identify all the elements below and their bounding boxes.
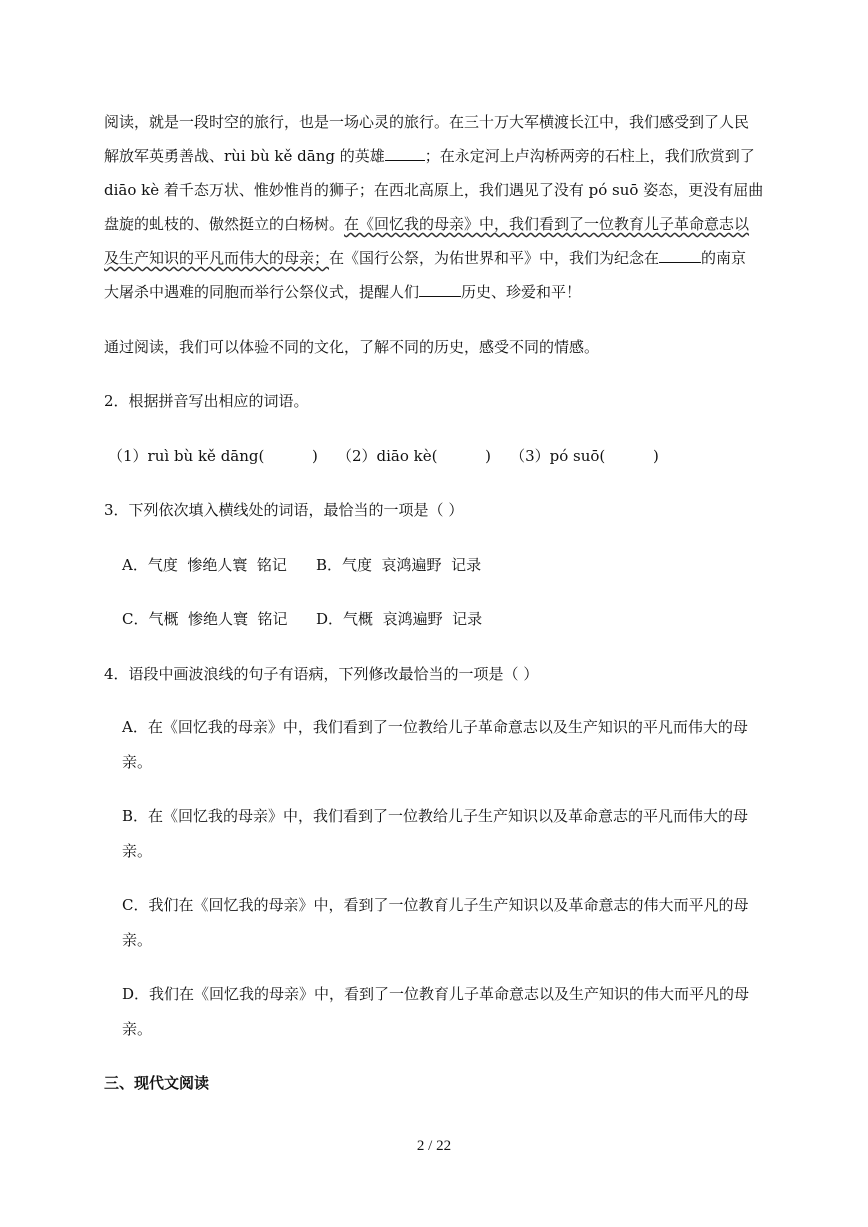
question-3-option-d[interactable]: D．气概 哀鸿遍野 记录 bbox=[316, 610, 483, 628]
passage-line-5 bbox=[104, 248, 746, 268]
passage-text: 解放军英勇善战、rùi bù kě dāng 的英雄 bbox=[104, 147, 385, 165]
question-3-stem: 3．下列依次填入横线处的词语，最恰当的一项是（ ） bbox=[104, 501, 464, 519]
passage-text: 大屠杀中遇难的同胞而举行公祭仪式，提醒人们 bbox=[104, 283, 420, 301]
question-3-option-c[interactable]: C．气概 惨绝人寰 铭记 bbox=[122, 610, 288, 628]
question-2-stem: 2．根据拼音写出相应的词语。 bbox=[104, 392, 309, 410]
passage-text: ；在永定河上卢沟桥两旁的石柱上，我们欣赏到了 bbox=[424, 147, 755, 165]
question-4-option-c-cont: 亲。 bbox=[122, 931, 153, 949]
fill-blank-1[interactable] bbox=[385, 146, 425, 161]
passage-line-6 bbox=[104, 282, 581, 302]
question-4-option-d-cont: 亲。 bbox=[122, 1020, 153, 1038]
question-3-option-b[interactable]: B．气度 哀鸿遍野 记录 bbox=[316, 556, 482, 574]
question-4-option-c[interactable]: C．我们在《回忆我的母亲》中，看到了一位教育儿子生产知识以及革命意志的伟大而平凡的母 bbox=[122, 896, 749, 914]
question-2-parts: （1）ruì bù kě dāng( ) （2）diāo kè( ) （3）pó suō( ) bbox=[108, 447, 659, 465]
passage-line-3: diāo kè 着千态万状、惟妙惟肖的狮子；在西北高原上，我们遇见了没有 pó suō 姿态，更没有屈曲 bbox=[104, 181, 764, 199]
question-4-stem: 4．语段中画波浪线的句子有语病，下列修改最恰当的一项是（ ） bbox=[104, 665, 539, 683]
passage-line-7: 通过阅读，我们可以体验不同的文化，了解不同的历史，感受不同的情感。 bbox=[104, 338, 600, 356]
question-4-option-d[interactable]: D．我们在《回忆我的母亲》中，看到了一位教育儿子革命意志以及生产知识的伟大而平凡的母 bbox=[122, 985, 750, 1003]
question-4-option-a-cont: 亲。 bbox=[122, 753, 153, 771]
passage-text: 盘旋的虬枝的、傲然挺立的白杨树。 bbox=[104, 215, 345, 233]
passage-text: 历史、珍爱和平！ bbox=[461, 283, 582, 301]
wavy-sentence-part-1: 在《回忆我的母亲》中，我们看到了一位教育儿子革命意志以 bbox=[344, 215, 750, 233]
question-4-option-a[interactable]: A．在《回忆我的母亲》中，我们看到了一位教给儿子革命意志以及生产知识的平凡而伟大的母 bbox=[122, 718, 748, 736]
passage-line-2 bbox=[104, 146, 755, 166]
fill-blank-3[interactable] bbox=[419, 282, 461, 297]
page-number: 2 / 22 bbox=[416, 1138, 452, 1154]
wavy-sentence-part-2: 及生产知识的平凡而伟大的母亲； bbox=[104, 249, 330, 267]
fill-blank-2[interactable] bbox=[659, 248, 701, 263]
passage-text: 在《国行公祭，为佑世界和平》中，我们为纪念在 bbox=[329, 249, 660, 267]
question-3-option-a[interactable]: A．气度 惨绝人寰 铭记 bbox=[122, 556, 287, 574]
question-4-option-b-cont: 亲。 bbox=[122, 842, 153, 860]
passage-text: 的南京 bbox=[701, 249, 747, 267]
question-4-option-b[interactable]: B．在《回忆我的母亲》中，我们看到了一位教给儿子生产知识以及革命意志的平凡而伟大的母 bbox=[122, 807, 749, 825]
passage-line-4 bbox=[104, 214, 749, 234]
section-heading: 三、现代文阅读 bbox=[104, 1074, 210, 1092]
passage-line-1: 阅读，就是一段时空的旅行，也是一场心灵的旅行。在三十万大军横渡长江中，我们感受到了人民 bbox=[104, 113, 750, 131]
